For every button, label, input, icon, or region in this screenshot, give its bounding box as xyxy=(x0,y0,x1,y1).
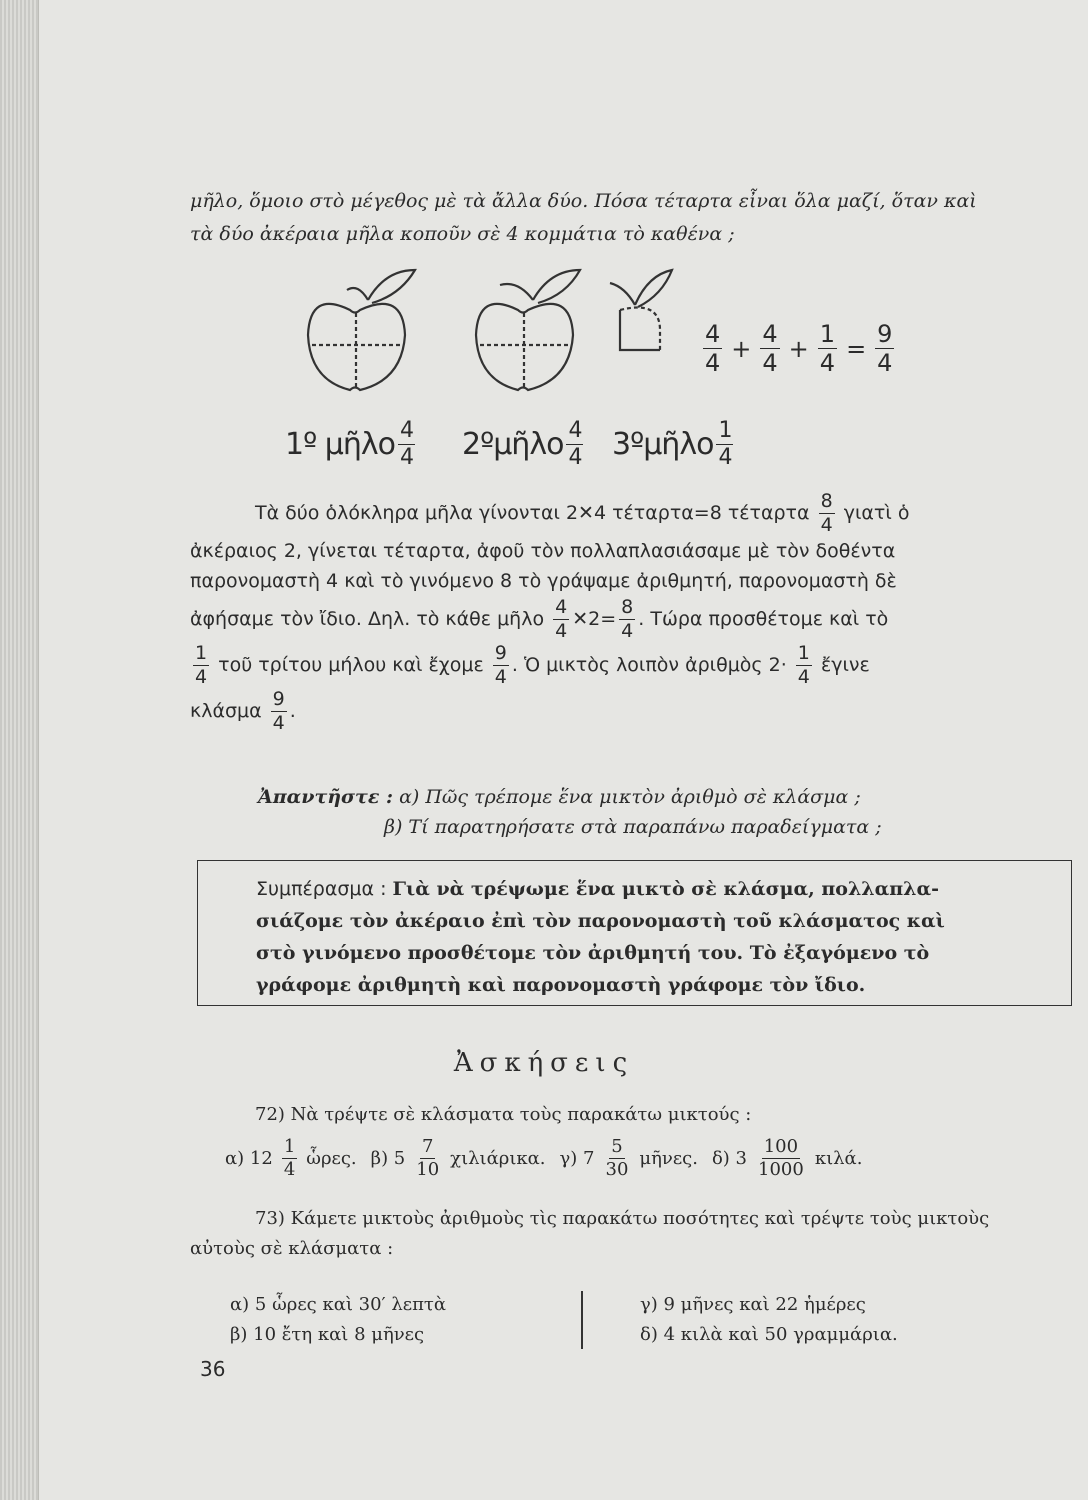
conclusion-line-4: γράφομε ἀριθμητὴ καὶ παρονομαστὴ γράφομε τὸν ἴδιο. xyxy=(256,974,866,996)
intro-line-1: μῆλο, ὅμοιο στὸ μέγεθος μὲ τὰ ἄλλα δύο. Πόσα τέταρτα εἶναι ὅλα μαζί, ὅταν καὶ xyxy=(190,190,977,212)
intro-line-2: τὰ δύο ἀκέραια μῆλα κοποῦν σὲ 4 κομμάτια τὸ καθένα ; xyxy=(190,223,735,245)
exercises-heading: Ἀσκήσεις xyxy=(453,1048,635,1078)
exercise-73-a: α) 5 ὧρες καὶ 30′ λεπτὰ xyxy=(230,1294,447,1315)
plus-sign: + xyxy=(731,334,752,363)
plus-sign: + xyxy=(788,334,809,363)
book-page-edge xyxy=(0,0,39,1500)
conclusion-line-1: Γιὰ νὰ τρέψωμε ἕνα μικτὸ σὲ κλάσμα, πολλαπλα- xyxy=(392,878,939,900)
apple-2-icon xyxy=(476,270,580,390)
conclusion-line-3: στὸ γινόμενο προσθέτομε τὸν ἀριθμητή του. Τὸ ἐξαγόμενο τὸ xyxy=(256,942,930,964)
intro-paragraph xyxy=(190,185,1070,251)
apple-1-icon xyxy=(308,270,415,390)
conclusion-box xyxy=(197,860,1072,1006)
explanation-line-5: $\frac{1}{4}$ τοῦ τρίτου μήλου καὶ ἔχομε $\frac{9}{4}$ . Ὁ μικτὸς λοιπὸν ἀριθμὸς 2· $\frac{1}{4}$ ἔγινε xyxy=(195,642,870,688)
explanation-paragraph xyxy=(190,490,1075,734)
conclusion-title: Συμπέρασμα : xyxy=(256,878,387,900)
exercise-72-prompt: 72) Νὰ τρέψτε σὲ κλάσματα τοὺς παρακάτω μικτούς : xyxy=(255,1104,752,1125)
question-a: α) Πῶς τρέπομε ἕνα μικτὸν ἀριθμὸ σὲ κλάσμα ; xyxy=(399,786,861,808)
exercise-73-c: γ) 9 μῆνες καὶ 22 ἡμέρες xyxy=(640,1294,866,1315)
exercise-73-d: δ) 4 κιλὰ καὶ 50 γραμμάρια. xyxy=(640,1324,898,1345)
column-divider xyxy=(581,1291,583,1349)
sum-frac-3: $\frac{1}{4}$ xyxy=(819,320,836,377)
explanation-line-6: κλάσμα $\frac{9}{4}$ . xyxy=(190,688,296,734)
exercise-73-prompt: 73) Κάμετε μικτοὺς ἀριθμοὺς τὶς παρακάτω ποσότητες καὶ τρέψτε τοὺς μικτοὺς αὐτοὺς σὲ κλάσματα : xyxy=(190,1208,990,1259)
explanation-line-3: παρονομαστὴ 4 καὶ τὸ γινόμενο 8 τὸ γράψαμε ἀριθμητή, παρονομαστὴ δὲ xyxy=(190,570,897,592)
apple-2-label: 2ºμῆλο $\frac{4}{4}$ xyxy=(462,418,582,470)
page-number: 36 xyxy=(200,1357,226,1381)
equals-sign: = xyxy=(846,334,867,363)
apple-quarter-icon xyxy=(610,270,672,350)
explanation-line-2: ἀκέραιος 2, γίνεται τέταρτα, ἀφοῦ τὸν πολλαπλασιάσαμε μὲ τὸν δοθέντα xyxy=(190,540,896,562)
explanation-line-4: ἀφήσαμε τὸν ἴδιο. Δηλ. τὸ κάθε μῆλο $\frac{4}{4}$ ✕2= $\frac{8}{4}$ . Τώρα προσθέτομε καὶ τὸ xyxy=(190,596,889,642)
sum-result: $\frac{9}{4}$ xyxy=(877,320,893,377)
exercise-72-items: α) 12 $\frac{1}{4}$ ὧρες. β) 5 $\frac{7}{10}$ χιλιάρικα. γ) 7 $\frac{5}{30}$ μῆνες. δ) 3 $\frac{100}{1000}$ κιλά. xyxy=(225,1136,863,1180)
question-b: β) Τί παρατηρήσατε στὰ παραπάνω παραδείγματα ; xyxy=(384,816,882,838)
answer-questions xyxy=(258,782,882,842)
exercise-73-right-column xyxy=(640,1290,898,1350)
exercise-73-b: β) 10 ἔτη καὶ 8 μῆνες xyxy=(230,1324,425,1345)
conclusion-line-2: σιάζομε τὸν ἀκέραιο ἐπὶ τὸν παρονομαστὴ τοῦ κλάσματος καὶ xyxy=(256,910,945,932)
explanation-line-1: Τὰ δύο ὁλόκληρα μῆλα γίνονται 2✕4 τέταρτα=8 τέταρτα $\frac{8}{4}$ γιατὶ ὁ xyxy=(255,490,910,536)
sum-frac-2: $\frac{4}{4}$ xyxy=(762,320,778,377)
sum-frac-1: $\frac{4}{4}$ xyxy=(705,320,721,377)
apple-sum-expression xyxy=(700,322,897,375)
apple-3-label: 3ºμῆλο $\frac{1}{4}$ xyxy=(612,418,732,470)
answer-label: Ἀπαντῆστε : xyxy=(258,786,394,808)
exercise-73-left-column xyxy=(230,1290,446,1350)
apple-1-label: 1º μῆλο $\frac{4}{4}$ xyxy=(285,418,413,470)
